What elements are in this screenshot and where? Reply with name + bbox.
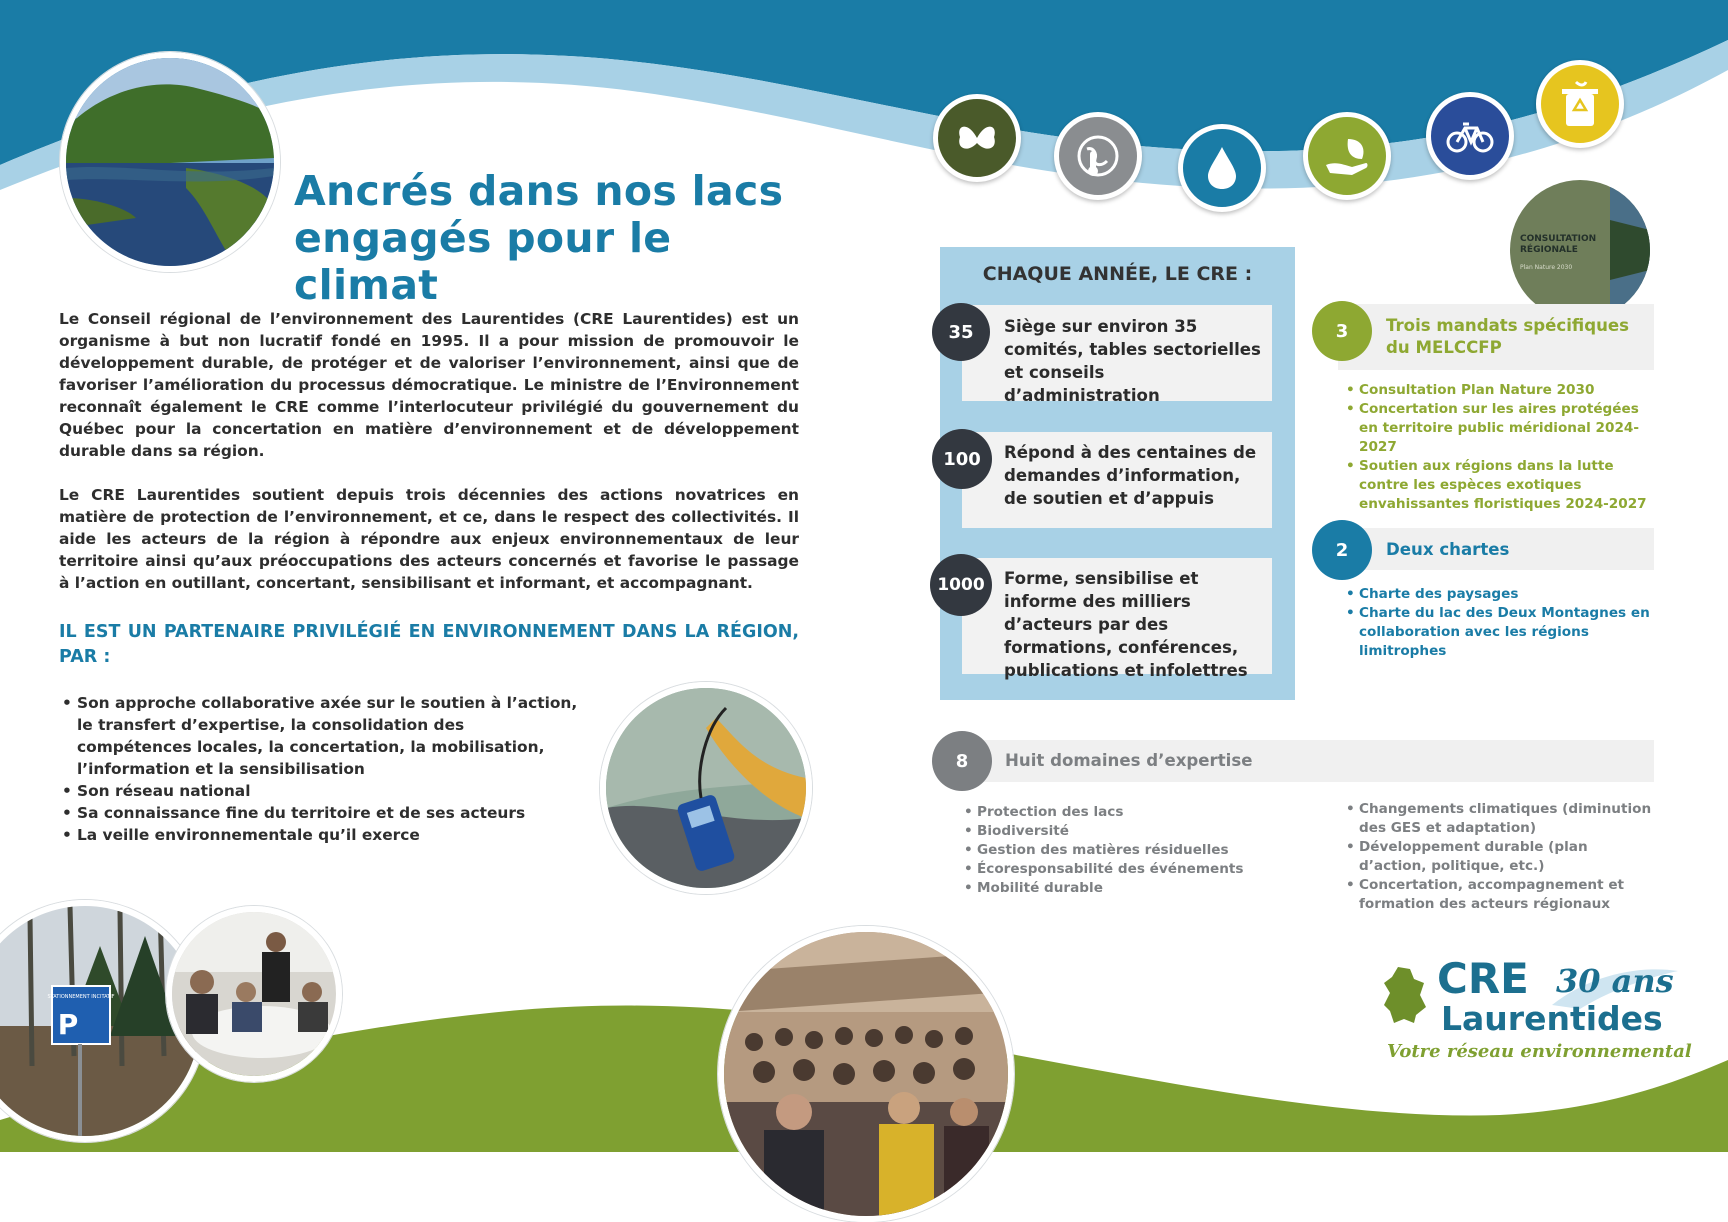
bicycle-icon	[1426, 92, 1514, 180]
logo-anniversary: 30 ans	[1556, 962, 1674, 1000]
meeting-photo	[166, 906, 342, 1082]
globe-thermometer-icon	[1054, 112, 1142, 200]
region-map-icon	[1380, 965, 1430, 1025]
list-item: • Protection des lacs	[964, 803, 1264, 822]
stat-text-100: Répond à des centaines de demandes d’information, de soutien et d’appuis	[1004, 443, 1257, 508]
stat-text-35: Siège sur environ 35 comités, tables sectorielles et conseils d’administration	[1004, 317, 1261, 405]
logo-cre: CRE	[1437, 954, 1529, 1003]
logo-tagline: Votre réseau environnemental	[1387, 1041, 1692, 1062]
water-sampling-photo	[600, 682, 812, 894]
intro-paragraph-2: Le CRE Laurentides soutient depuis trois décennies des actions novatrices en matière de protection de l’environnement, et ce, dans le respect des collectivités. Il aide les acteurs de la région à répondre aux enjeux environnementaux de leur territoire ainsi qu’aux préoccupations des acteurs concernés et favorise le passage à l’action en outillant, concertant, sensibilisant et informant, et accompagnant.	[59, 486, 799, 592]
water-drop-icon	[1178, 124, 1266, 212]
list-item: • Soutien aux régions dans la lutte contre les espèces exotiques envahissantes floristiques 2024-2027	[1346, 457, 1656, 514]
list-item: • Concertation, accompagnement et formation des acteurs régionaux	[1346, 876, 1656, 914]
hand-leaf-icon	[1303, 112, 1391, 200]
list-item: • Changements climatiques (diminution des GES et adaptation)	[1346, 800, 1656, 838]
mandates-list	[1346, 381, 1656, 514]
stat-number-35: 35	[932, 303, 990, 361]
mandates-number: 3	[1312, 301, 1372, 361]
charters-label: Deux chartes	[1386, 540, 1510, 559]
list-item: • Son réseau national	[60, 780, 580, 802]
list-item: • Consultation Plan Nature 2030	[1346, 381, 1656, 400]
list-item: • Mobilité durable	[964, 879, 1264, 898]
page-title	[294, 168, 814, 309]
list-item: • Sa connaissance fine du territoire et de ses acteurs	[60, 802, 580, 824]
consultation-line-2: RÉGIONALE	[1520, 245, 1578, 255]
stat-number-1000: 1000	[930, 554, 992, 616]
parking-sign-text: STATIONNEMENT INCITATIF	[47, 994, 115, 1000]
list-item: • Développement durable (plan d’action, politique, etc.)	[1346, 838, 1656, 876]
butterfly-icon	[933, 94, 1021, 182]
mandates-label: Trois mandats spécifiques du MELCCFP	[1386, 316, 1630, 357]
consultation-cover-photo	[1510, 180, 1650, 320]
audience-photo	[718, 926, 1014, 1222]
title-line-2: engagés pour le climat	[294, 214, 672, 309]
stat-number-100: 100	[932, 429, 992, 489]
expertise-label: Huit domaines d’expertise	[1005, 751, 1253, 770]
expertise-list-left	[964, 803, 1264, 898]
list-item: • La veille environnementale qu’il exerce	[60, 824, 580, 846]
consultation-line-3: Plan Nature 2030	[1520, 264, 1573, 271]
list-item: • Charte des paysages	[1346, 585, 1656, 604]
intro-paragraph-1: Le Conseil régional de l’environnement des Laurentides (CRE Laurentides) est un organisme à but non lucratif fondé en 1995. Il a pour mission de promouvoir le développement durable, de protéger et de valoriser l’environnement, ainsi que de favoriser l’amélioration du processus démocratique. Le ministre de l’Environnement reconnaît également le CRE comme l’interlocuteur privilégié du gouvernement du Québec pour la concertation en matière d’environnement et de développement durable dans sa région.	[59, 310, 799, 460]
title-line-1: Ancrés dans nos lacs	[294, 167, 784, 215]
list-item: • Charte du lac des Deux Montagnes en collaboration avec les régions limitrophes	[1346, 604, 1656, 661]
annual-title: CHAQUE ANNÉE, LE CRE :	[982, 263, 1253, 285]
list-item: • Gestion des matières résiduelles	[964, 841, 1264, 860]
expertise-number: 8	[932, 731, 992, 791]
list-item: • Biodiversité	[964, 822, 1264, 841]
lake-photo	[60, 52, 280, 272]
logo-region: Laurentides	[1441, 999, 1663, 1038]
charters-list	[1346, 585, 1656, 661]
consultation-line-1: CONSULTATION	[1520, 234, 1597, 244]
list-item: • Son approche collaborative axée sur le soutien à l’action, le transfert d’expertise, la consolidation des compétences locales, la concertation, la mobilisation, l’information et la sensibilisation	[60, 692, 580, 780]
expertise-list-right	[1346, 800, 1656, 914]
list-item: • Écoresponsabilité des événements	[964, 860, 1264, 879]
recycle-bin-icon	[1536, 60, 1624, 148]
parking-sign-letter: P	[57, 1008, 79, 1041]
stat-text-1000: Forme, sensibilise et informe des milliers d’acteurs par des formations, conférences, publications et infolettres	[1004, 569, 1248, 680]
list-item: • Concertation sur les aires protégées en territoire public méridional 2024-2027	[1346, 400, 1656, 457]
partner-list	[60, 692, 580, 846]
charters-number: 2	[1312, 520, 1372, 580]
partner-heading: IL EST UN PARTENAIRE PRIVILÉGIÉ EN ENVIRONNEMENT DANS LA RÉGION, PAR :	[59, 622, 799, 667]
